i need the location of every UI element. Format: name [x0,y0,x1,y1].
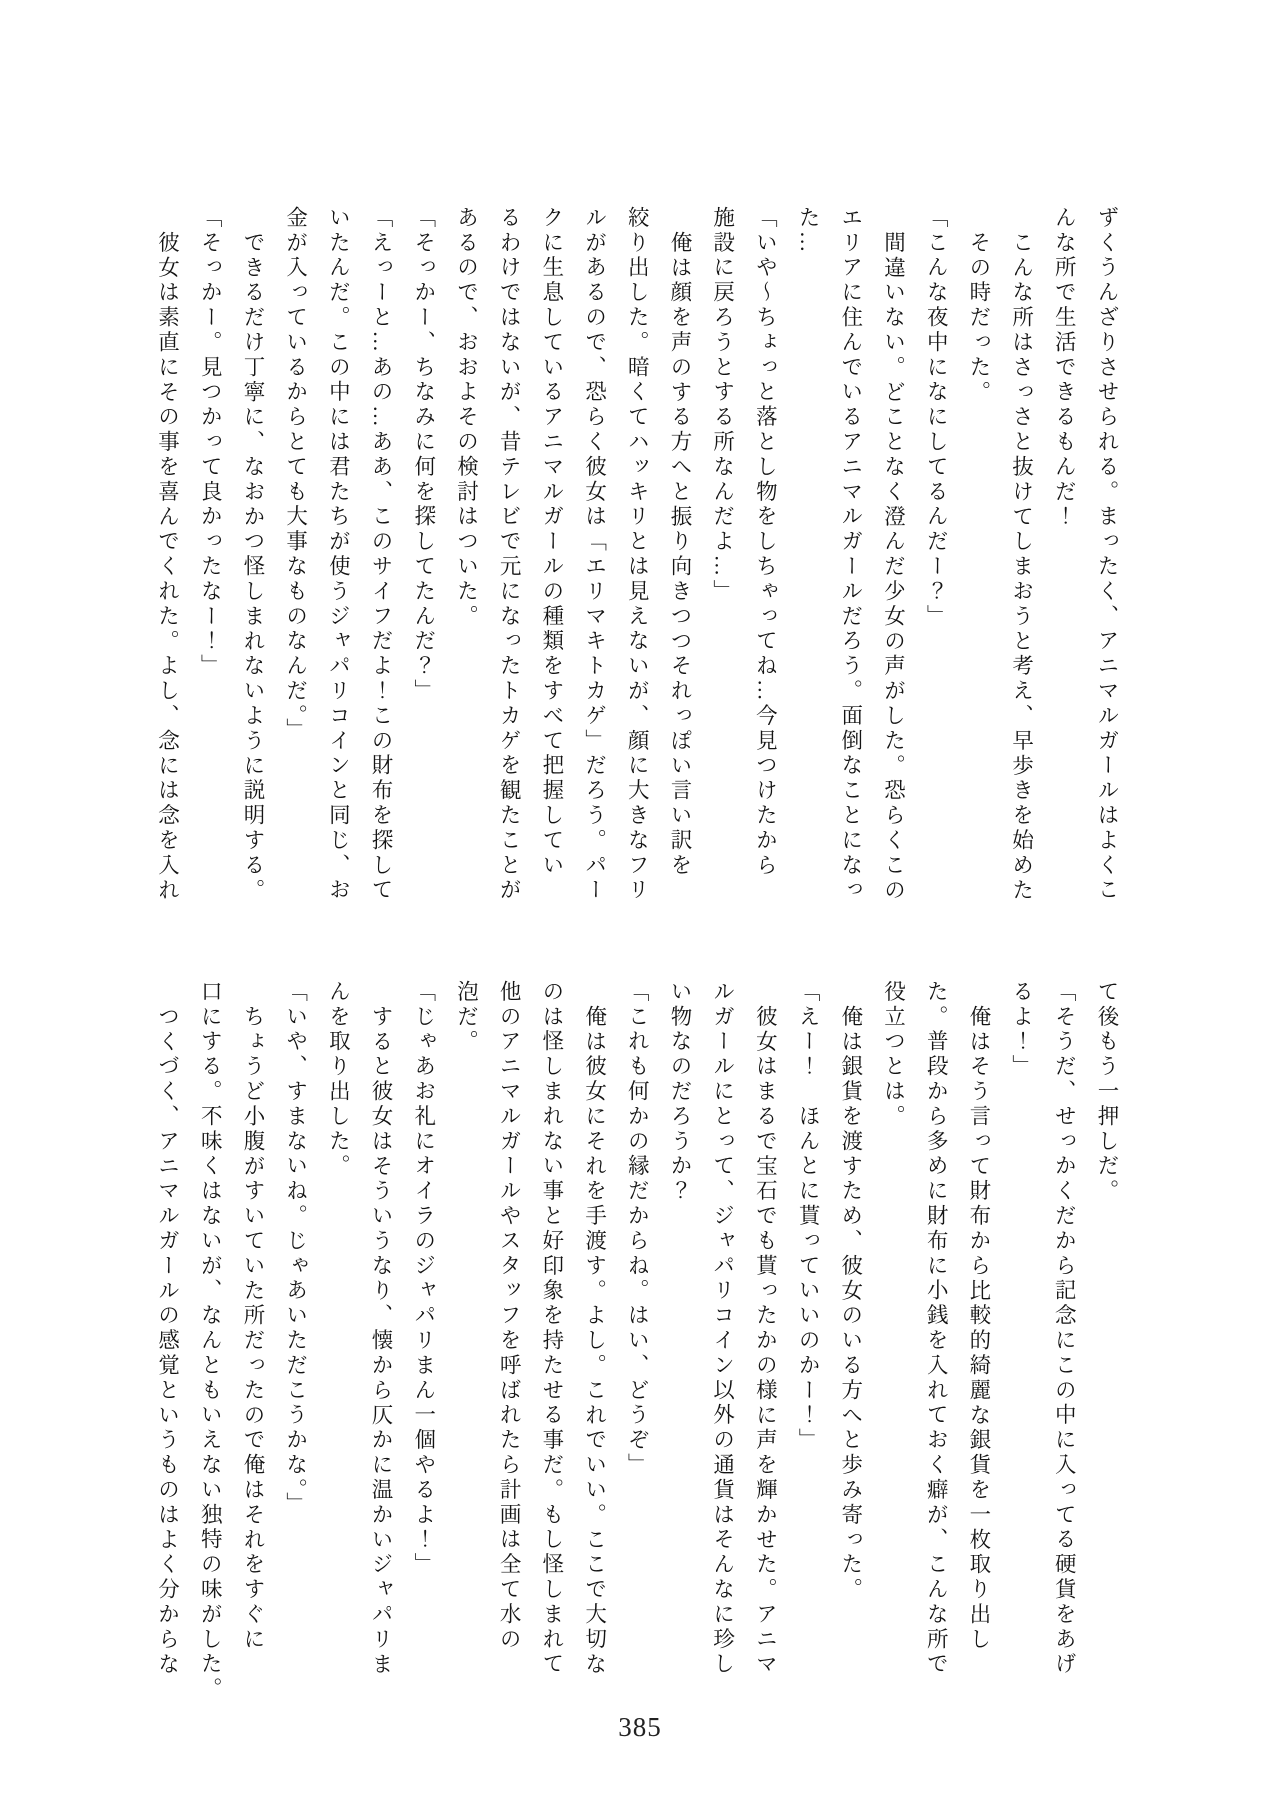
text-column: んを取り出した。 [326,980,351,1180]
text-column: 金が入っているからとても大事なものなんだ。」 [283,206,308,744]
text-column: て後もう一押しだ。 [1095,980,1119,1205]
text-column: エリアに住んでいるアニマルガールだろう。面倒なことになっ [838,206,863,904]
text-column: 絞り出した。暗くてハッキリとは見えないが、顔に大きなフリ [625,206,650,904]
text-column: 「これも何かの縁だからね。はい、どうぞ」 [625,980,650,1478]
text-column: 他のアニマルガールやスタッフを呼ばれたら計画は全て水の [497,980,522,1653]
text-column: 俺はそう言って財布から比較的綺麗な銀貨を一枚取り出し [966,1005,991,1653]
text-column: 「そっかー。見つかって良かったなー！」 [198,206,223,680]
lower-text-block [146,980,1128,1703]
text-column: できるだけ丁寧に、なおかつ怪しまれないように説明する。 [240,231,265,904]
text-column: るわけではないが、昔テレビで元になったトカゲを観たことが [497,206,522,904]
text-column: あるので、おおよその検討はついた。 [454,206,479,630]
text-column: い物なのだろうか？ [667,980,692,1205]
text-column: こんな所はさっさと抜けてしまおうと考え、早歩きを始めた [1009,231,1034,904]
text-column: 「そうだ、せっかくだから記念にこの中に入ってる硬貨をあげ [1052,980,1077,1678]
text-column: 施設に戻ろうとする所なんだよ…」 [710,206,735,605]
text-column: すると彼女はそういうなり、懐から仄かに温かいジャパリま [369,1005,394,1678]
text-column: るよ！」 [1009,980,1034,1080]
text-column: 俺は顔を声のする方へと振り向きつつそれっぽい言い訳を [667,231,692,879]
text-column: クに生息しているアニマルガールの種類をすべて把握してい [539,206,564,879]
text-column: のは怪しまれない事と好印象を持たせる事だ。もし怪しまれて [539,980,564,1678]
text-column: ずくうんざりさせられる。まったく、アニマルガールはよくこ [1095,206,1119,904]
text-column: 「じゃあお礼にオイラのジャパリまん一個やるよ！」 [411,980,436,1578]
text-column: 役立つとは。 [881,980,906,1130]
text-column: 「そっかー、ちなみに何を探してたんだ？」 [411,206,436,704]
text-column: ちょうど小腹がすいていた所だったので俺はそれをすぐに [240,1005,265,1653]
text-column: 彼女はまるで宝石でも貰ったかの様に声を輝かせた。アニマ [753,1005,778,1678]
text-column: 「えー！ ほんとに貰っていいのかー！」 [796,980,821,1454]
text-column: 俺は銀貨を渡すため、彼女のいる方へと歩み寄った。 [838,1005,863,1603]
text-column: 間違いない。どことなく澄んだ少女の声がした。恐らくこの [881,231,906,904]
text-column: 彼女は素直にその事を喜んでくれた。よし、念には念を入れ [155,231,180,904]
text-column: 「えっーと…あの…ああ、このサイフだよ！この財布を探して [369,206,394,904]
text-column: 「いや、すまないね。じゃあいただこうかな。」 [283,980,308,1518]
text-column: 泡だ。 [454,980,479,1055]
page-number: 385 [618,1712,662,1742]
text-column: 口にする。不味くはないが、なんともいえない独特の味がした。 [198,980,223,1703]
text-column: ルがあるので、恐らく彼女は「エリマキトカゲ」だろう。パー [582,206,607,904]
text-column: た。普段から多めに財布に小銭を入れておく癖が、こんな所で [924,980,949,1678]
text-column: その時だった。 [966,231,991,406]
text-column: 「こんな夜中になにしてるんだー？」 [924,206,949,630]
text-column: ルガールにとって、ジャパリコイン以外の通貨はそんなに珍し [710,980,735,1678]
text-column: いたんだ。この中には君たちが使うジャパリコインと同じ、お [326,206,351,904]
upper-text-block [146,206,1128,906]
text-column: んな所で生活できるもんだ！ [1052,206,1077,530]
text-column: た… [796,206,821,256]
text-column: 俺は彼女にそれを手渡す。よし。これでいい。ここで大切な [582,1005,607,1678]
text-column: つくづく、アニマルガールの感覚というものはよく分からな [155,1005,180,1678]
text-column: 「いや〜ちょっと落とし物をしちゃってね…今見つけたから [753,206,778,879]
